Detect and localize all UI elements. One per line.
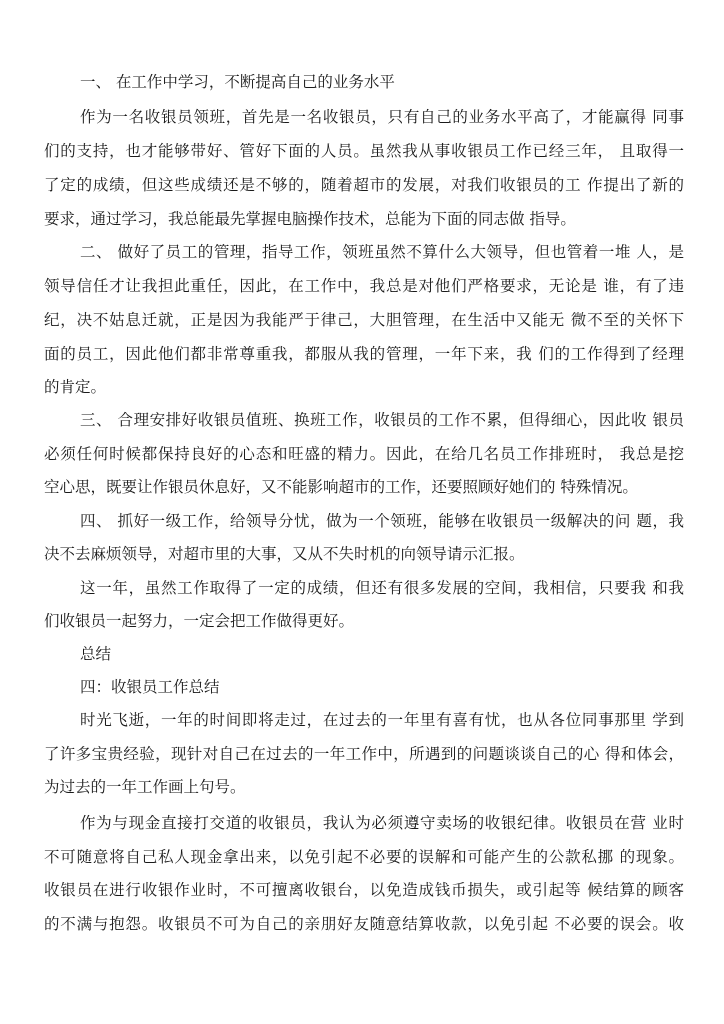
heading-1: 一、 在工作中学习，不断提高自己的业务水平 [80, 73, 395, 91]
section-title-cashier-summary: 四：收银员工作总结 [80, 678, 220, 696]
paragraph-2-line-5: 的肯定。 [44, 378, 107, 396]
paragraph-7-line-3: 收银员在进行收银作业时，不可擅离收银台，以免造成钱币损失，或引起等 候结算的顾客 [44, 881, 684, 899]
paragraph-2-line-4: 面的员工，因此他们都非常尊重我，都服从我的管理，一年下来，我 们的工作得到了经理 [44, 345, 684, 363]
paragraph-2-line-2: 领导信任才让我担此重任，因此，在工作中，我总是对他们严格要求，无论是 谁，有了违 [44, 277, 684, 295]
paragraph-3-line-3: 空心思，既要让作银员休息好，又不能影响超市的工作，还要照顾好她们的 特殊情况。 [44, 478, 638, 496]
paragraph-5-line-1: 这一年，虽然工作取得了一定的成绩，但还有很多发展的空间，我相信，只要我 和我 [80, 579, 684, 597]
paragraph-2-line-3: 纪，决不姑息迁就，正是因为我能严于律己，大胆管理，在生活中又能无 微不至的关怀下 [44, 311, 684, 329]
paragraph-5-line-2: 们收银员一起努力，一定会把工作做得更好。 [44, 612, 355, 630]
paragraph-4-line-2: 决不去麻烦领导，对超市里的大事，又从不失时机的向领导请示汇报。 [44, 545, 525, 563]
paragraph-2-line-1: 二、 做好了员工的管理，指导工作，领班虽然不算什么大领导，但也管着一堆 人，是 [80, 243, 684, 261]
paragraph-1-line-3: 了定的成绩，但这些成绩还是不够的，随着超市的发展，对我们收银员的工 作提出了新的 [44, 176, 684, 194]
section-title-summary: 总结 [80, 645, 112, 663]
paragraph-1-line-2: 们的支持，也才能够带好、管好下面的人员。虽然我从事收银员工作已经三年， 且取得一 [44, 142, 684, 160]
paragraph-6-line-3: 为过去的一年工作画上句号。 [44, 778, 246, 796]
paragraph-1-line-4: 要求，通过学习，我总能最先掌握电脑操作技术，总能为下面的同志做 指导。 [44, 210, 576, 228]
paragraph-6-line-2: 了许多宝贵经验，现针对自己在过去的一年工作中，所遇到的问题谈谈自己的心 得和体会， [44, 745, 684, 763]
paragraph-3-line-2: 必须任何时候都保持良好的心态和旺盛的精力。因此，在给几名员工作排班时， 我总是挖 [44, 445, 684, 463]
paragraph-3-line-1: 三、 合理安排好收银员值班、换班工作，收银员的工作不累，但得细心，因此收 银员 [80, 411, 684, 429]
paragraph-7-line-4: 的不满与抱怨。收银员不可为自己的亲朋好友随意结算收款，以免引起 不必要的误会。收 [44, 915, 684, 933]
paragraph-4-line-1: 四、 抓好一级工作，给领导分忧，做为一个领班，能够在收银员一级解决的问 题，我 [80, 512, 684, 530]
paragraph-1-line-1: 作为一名收银员领班，首先是一名收银员，只有自己的业务水平高了，才能赢得 同事 [80, 108, 684, 126]
paragraph-6-line-1: 时光飞逝，一年的时间即将走过，在过去的一年里有喜有忧，也从各位同事那里 学到 [80, 711, 684, 729]
paragraph-7-line-1: 作为与现金直接打交道的收银员，我认为必须遵守卖场的收银纪律。收银员在营 业时 [80, 814, 684, 832]
paragraph-7-line-2: 不可随意将自己私人现金拿出来，以免引起不必要的误解和可能产生的公款私挪 的现象。 [44, 848, 684, 866]
